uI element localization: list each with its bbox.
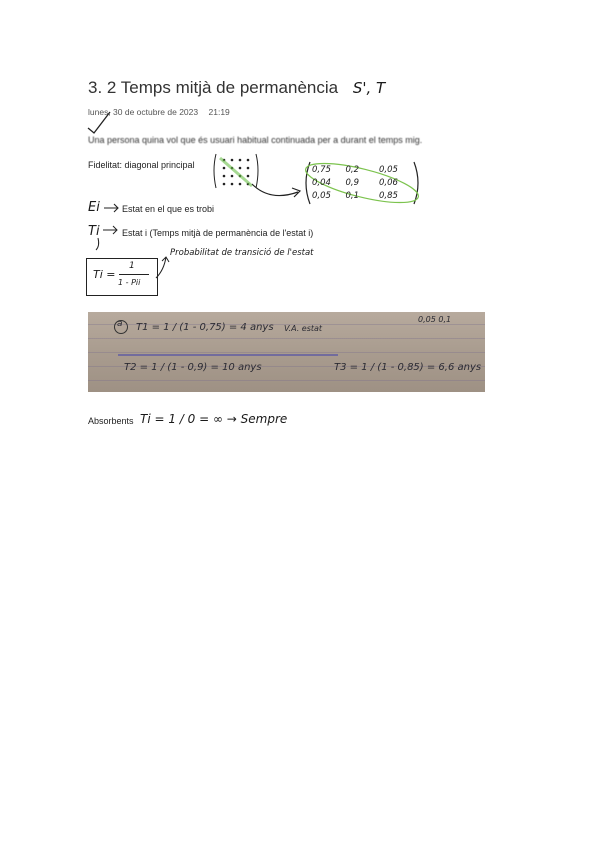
photo-t1-note: V.A. estat	[284, 324, 323, 333]
ti-formula-box	[86, 258, 158, 296]
ti-arrows	[90, 224, 122, 252]
formula-left: Ti =	[93, 268, 116, 281]
title-note: S', T	[352, 79, 386, 97]
matrix-cell: 0,85	[379, 191, 398, 201]
underline	[118, 354, 338, 356]
matrix-cell: 0,05	[379, 165, 398, 175]
absorbents-formula: Ti = 1 / 0 = ∞ → Sempre	[140, 412, 288, 426]
matrix-cell: 0,75	[312, 165, 331, 175]
prob-note: Probabilitat de transició de l'estat	[170, 248, 314, 258]
absorbents-label: Absorbents	[88, 416, 134, 426]
matrix-row	[312, 164, 412, 177]
photo-t1: T1 = 1 / (1 - 0,75) = 4 anys	[136, 322, 274, 333]
marker-text: a	[117, 319, 123, 329]
matrix-cell: 0,04	[312, 178, 331, 188]
transition-matrix	[304, 160, 420, 206]
matrix-cell: 0,1	[345, 191, 360, 201]
time: 21:19	[208, 107, 230, 117]
ei-label: Estat en el que es trobi	[122, 204, 215, 214]
arrow-to-matrix	[250, 180, 310, 202]
formula-denominator: 1 - Pii	[118, 278, 141, 287]
date: lunes, 30 de octubre de 2023	[88, 107, 199, 117]
ei-arrow	[103, 203, 121, 213]
formula-numerator: 1	[129, 261, 135, 271]
matrix-cell: 0,9	[345, 178, 360, 188]
intro-text: Una persona quina vol que és usuari habitual continuada per a durant el temps mig.	[88, 135, 423, 145]
check-mark-drawing	[84, 108, 114, 136]
matrix-cell: 0,06	[379, 178, 398, 188]
ti-label: Estat i (Temps mitjà de permanència de l'estat i)	[122, 228, 314, 238]
photo-corner: 0,05 0,1	[418, 315, 452, 324]
matrix-values	[312, 164, 412, 203]
matrix-row	[312, 190, 412, 203]
ti-symbol: Ti	[88, 224, 100, 239]
ei-symbol: Ei	[88, 200, 100, 215]
matrix-cell: 0,05	[312, 191, 331, 201]
matrix-row	[312, 177, 412, 190]
fidelitat-label: Fidelitat: diagonal principal	[88, 160, 195, 170]
fraction-bar	[119, 274, 149, 275]
photo-t3: T3 = 1 / (1 - 0,85) = 6,6 anys	[334, 362, 482, 373]
notebook-photo	[88, 312, 485, 392]
page-title: 3. 2 Temps mitjà de permanència S', T	[88, 78, 386, 97]
prob-note-arrow	[154, 254, 172, 282]
matrix-cell: 0,2	[345, 165, 360, 175]
photo-t2: T2 = 1 / (1 - 0,9) = 10 anys	[124, 362, 262, 373]
